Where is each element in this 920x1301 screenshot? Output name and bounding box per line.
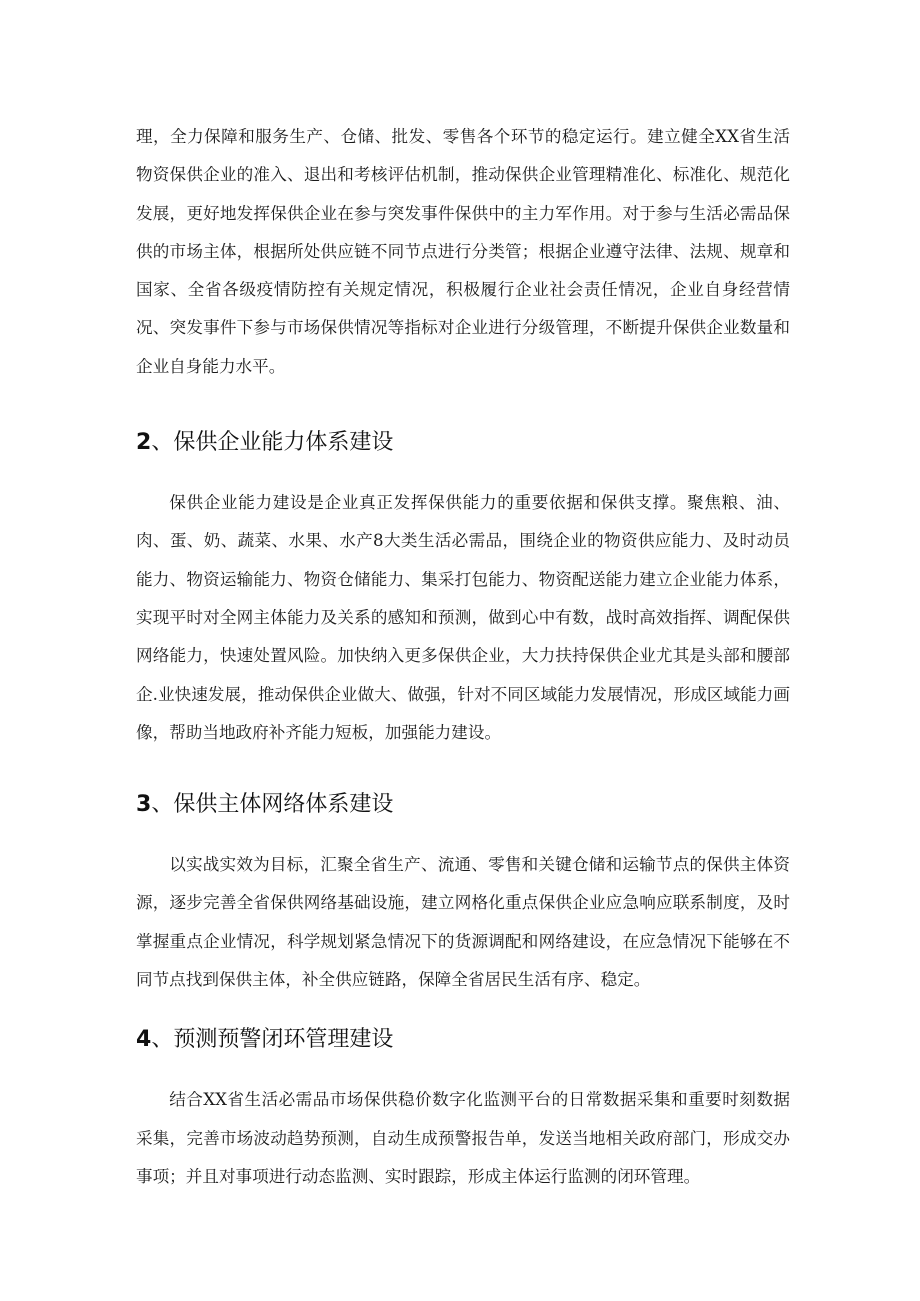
section-heading-2 (136, 428, 790, 458)
section-body-2: 保供企业能力建设是企业真正发挥保供能力的重要依据和保供支撑。聚焦粮、油、肉、蛋、奶、蔬菜、水果、水产8大类生活必需品，围绕企业的物资供应能力、及时动员能力、物资运输能力、物资仓储能力、集采打包能力、物资配送能力建立企业能力体系，实现平时对全网主体能力及关系的感知和预测，做到心中有数，战时高效指挥、调配保供网络能力，快速处置风险。加快纳入更多保供企业，大力扶持保供企业尤其是头部和腰部企.业快速发展，推动保供企业做大、做强，针对不同区域能力发展情况，形成区域能力画像，帮助当地政府补齐能力短板，加强能力建设。 (136, 493, 790, 742)
section-heading-4 (136, 1025, 790, 1055)
section-number: 4 (136, 1027, 152, 1053)
section-title: 、保供主体网络体系建设 (151, 792, 394, 818)
section-title: 、保供企业能力体系建设 (151, 430, 394, 456)
section-title: 、预测预警闭环管理建设 (151, 1027, 394, 1053)
section-body-4: 结合XX省生活必需品市场保供稳价数字化监测平台的日常数据采集和重要时刻数据采集，完善市场波动趋势预测，自动生成预警报告单，发送当地相关政府部门，形成交办事项；并且对事项进行动态监测、实时跟踪，形成主体运行监测的闭环管理。 (136, 1090, 790, 1186)
document-page (136, 118, 790, 1196)
section-number: 2 (136, 430, 152, 456)
intro-paragraph: 理，全力保障和服务生产、仓储、批发、零售各个环节的稳定运行。建立健全XX省生活物资保供企业的准入、退出和考核评估机制，推动保供企业管理精准化、标准化、规范化发展，更好地发挥保供企业在参与突发事件保供中的主力军作用。对于参与生活必需品保供的市场主体，根据所处供应链不同节点进行分类管；根据企业遵守法律、法规、规章和国家、全省各级疫情防控有关规定情况，积极履行企业社会责任情况，企业自身经营情况、突发事件下参与市场保供情况等指标对企业进行分级管理，不断提升保供企业数量和企业自身能力水平。 (136, 127, 790, 376)
section-number: 3 (136, 792, 152, 818)
section-body-3: 以实战实效为目标，汇聚全省生产、流通、零售和关键仓储和运输节点的保供主体资源，逐步完善全省保供网络基础设施，建立网格化重点保供企业应急响应联系制度，及时掌握重点企业情况，科学规划紧急情况下的货源调配和网络建设，在应急情况下能够在不同节点找到保供主体，补全供应链路，保障全省居民生活有序、稳定。 (136, 855, 790, 990)
section-heading-3 (136, 790, 790, 820)
